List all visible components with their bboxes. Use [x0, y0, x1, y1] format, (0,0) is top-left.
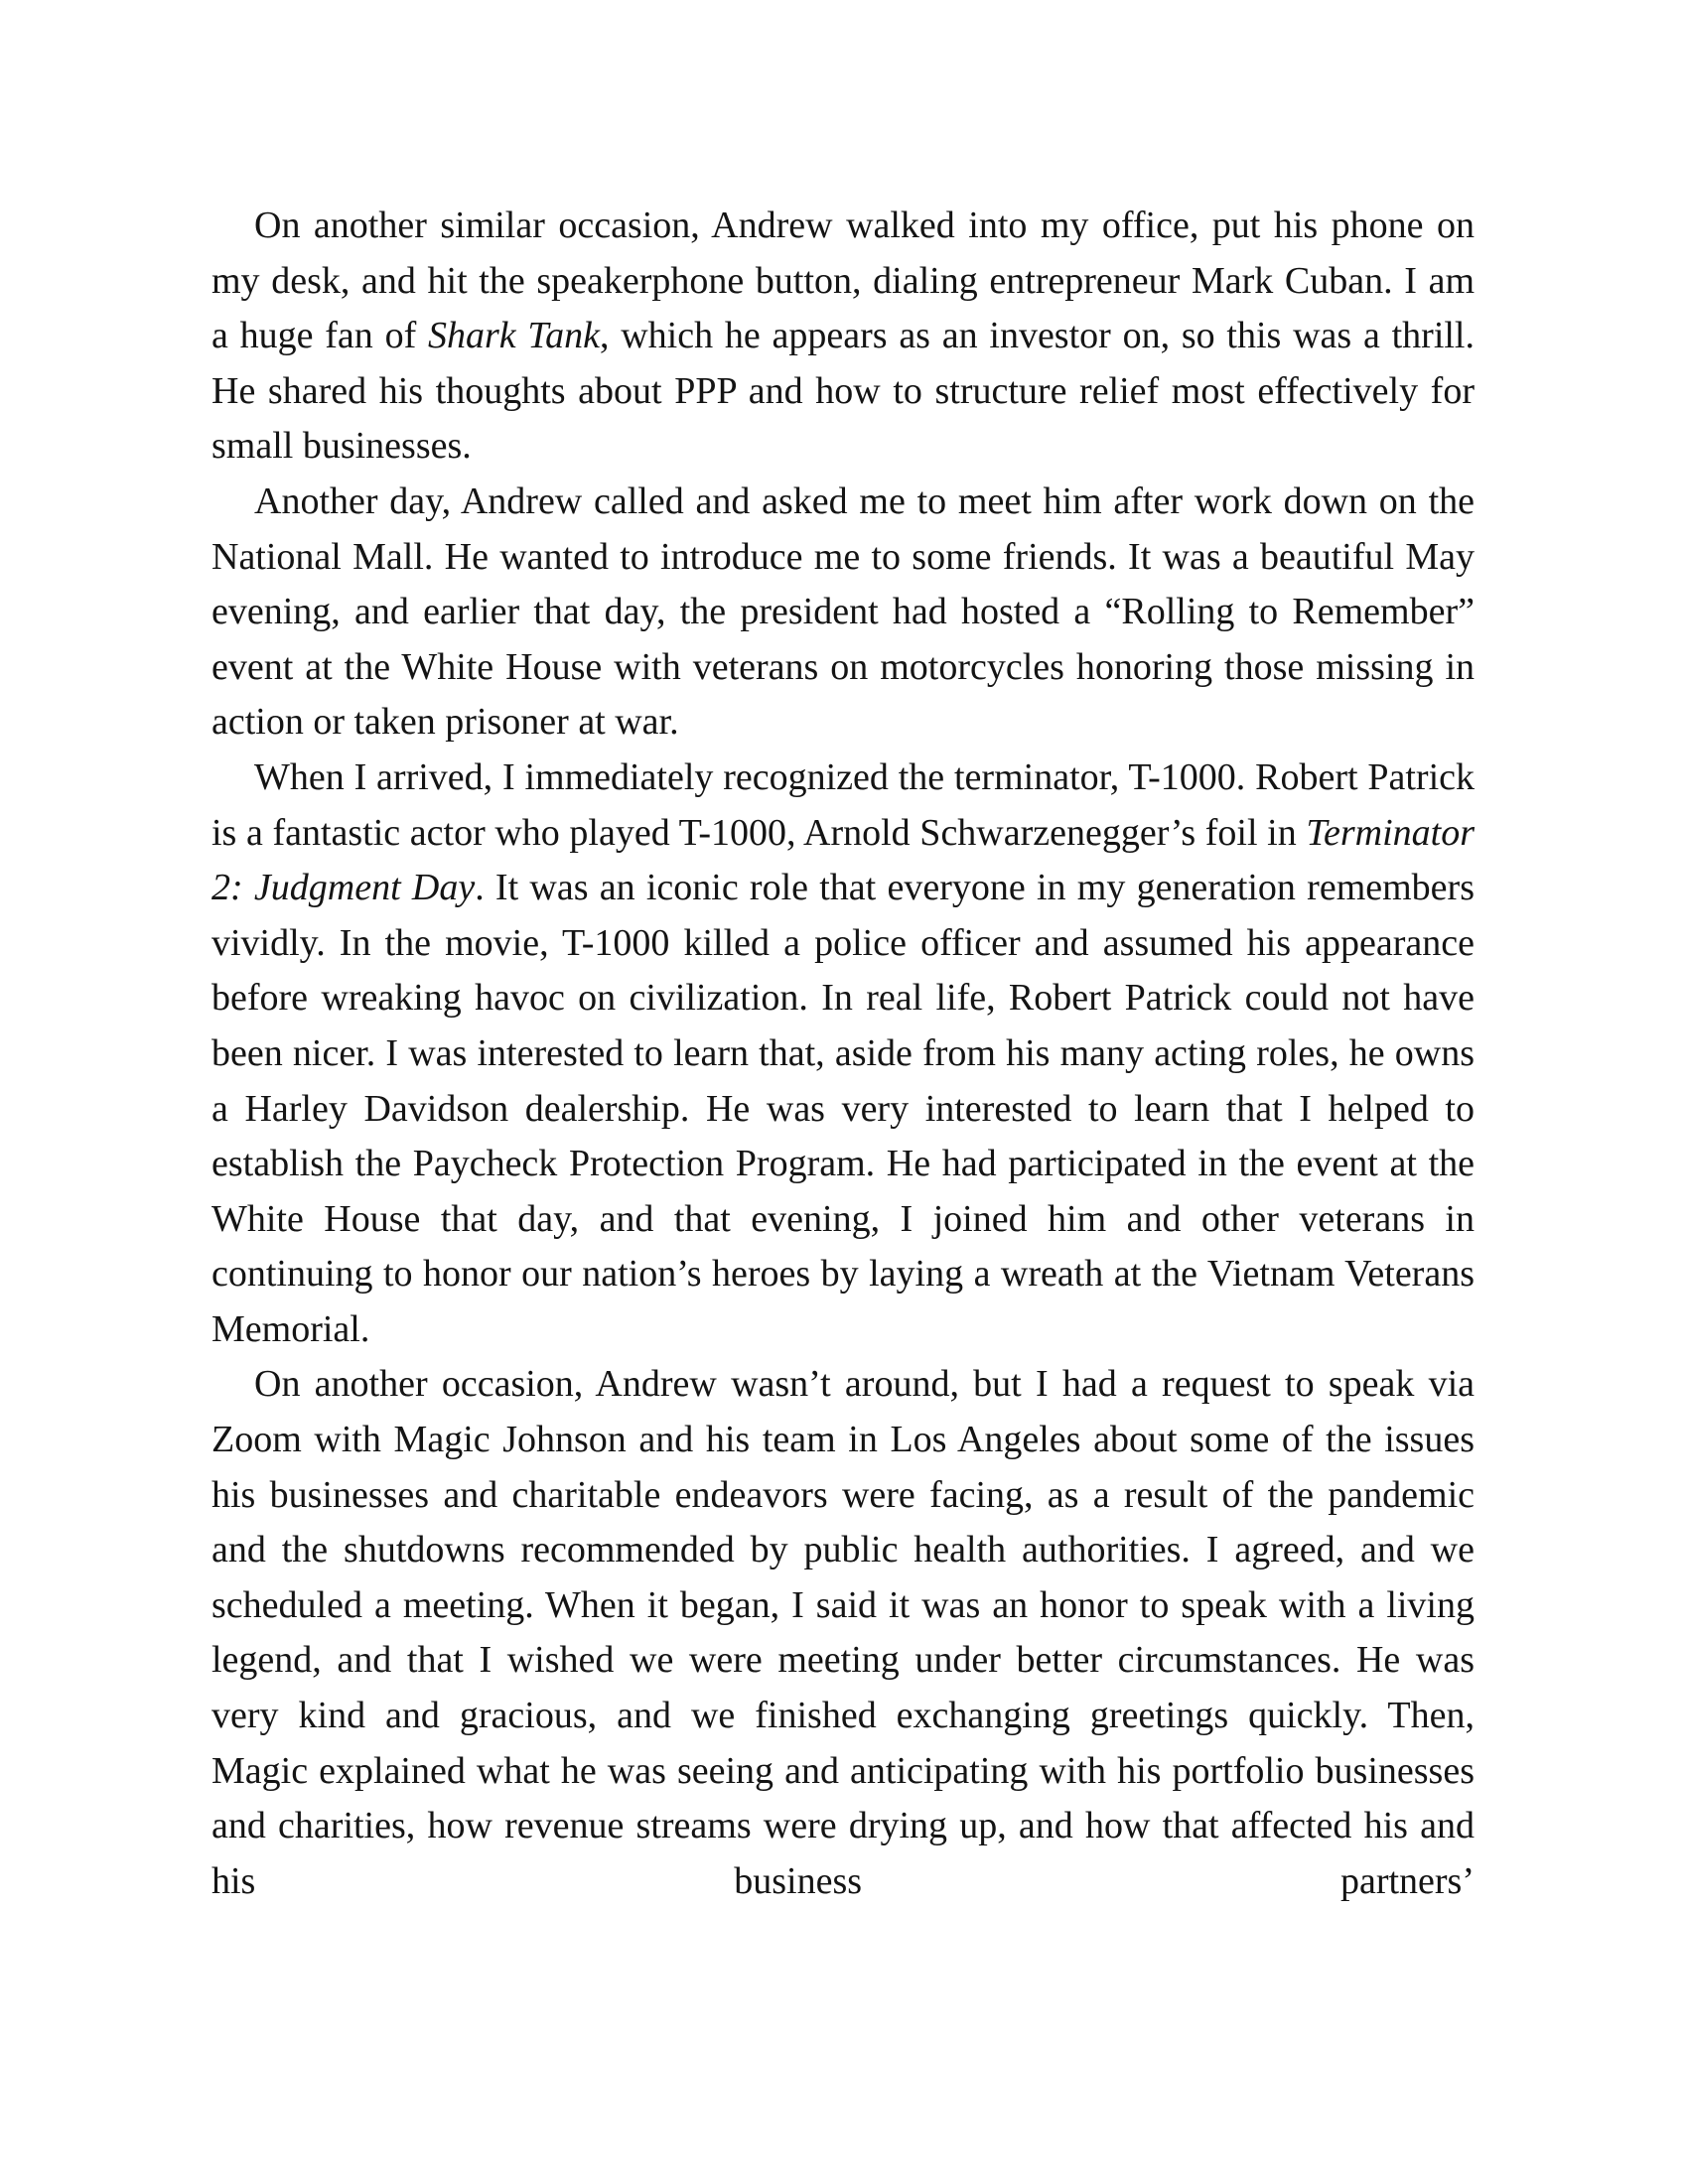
title-terminator-2: Terminator 2: Judgment Day: [211, 811, 1475, 909]
paragraph-text: On another similar occasion, Andrew walked into my office, put his phone on my desk, and hit the speakerphone button, dialing entrepreneur Mark Cuban. I am a huge fan of: [211, 205, 1475, 357]
paragraph-text: Another day, Andrew called and asked me to meet him after work down on the National Mall. He wanted to introduce me to some friends. It was a beautiful May evening, and earlier that day, the president had hosted a “Rolling to Remember” event at the White House with veterans on motorcycles honoring those missing in action or taken prisoner at war.: [211, 479, 1475, 744]
paragraph-magic-johnson: [211, 1357, 1475, 1909]
paragraph-text: On another occasion, Andrew wasn’t around, but I had a request to speak via Zoom with Magic Johnson and his team in Los Angeles about some of the issues his businesses and charitable endeavors were facing, as a result of the pandemic and the shutdowns recommended by public health authorities. I agreed, and we scheduled a meeting. When it began, I said it was an honor to speak with a living legend, and that I wished we were meeting under better circumstances. He was very kind and gracious, and we finished exchanging greetings quickly. Then, Magic explained what he was seeing and anticipating with his portfolio businesses and charities, how revenue streams were drying up, and how that affected his and his business partners’: [211, 1363, 1475, 1902]
paragraph-robert-patrick: [211, 751, 1475, 1358]
title-shark-tank: Shark Tank: [428, 315, 600, 357]
paragraph-text: . It was an iconic role that everyone in my generation remembers vividly. In the movie, T-1000 killed a police officer and assumed his appearance before wreaking havoc on civilization. In real life, Robert Patrick could not have been nicer. I was interested to learn that, aside from his many acting roles, he owns a Harley Davidson dealership. He was very interested to learn that I helped to establish the Paycheck Protection Program. He had participated in the event at the White House that day, and that evening, I joined him and other veterans in continuing to honor our nation’s heroes by laying a wreath at the Vietnam Veterans Memorial.: [211, 867, 1475, 1350]
body-text: [211, 199, 1475, 1909]
paragraph-text: When I arrived, I immediately recognized the terminator, T-1000. Robert Patrick is a fantastic actor who played T-1000, Arnold Schwarzenegger’s foil in: [211, 755, 1475, 854]
paragraph-national-mall: [211, 475, 1475, 751]
paragraph-mark-cuban: [211, 199, 1475, 475]
paragraph-text: , which he appears as an investor on, so this was a thrill. He shared his thoughts about PPP and how to structure relief most effectively for small businesses.: [211, 315, 1475, 468]
